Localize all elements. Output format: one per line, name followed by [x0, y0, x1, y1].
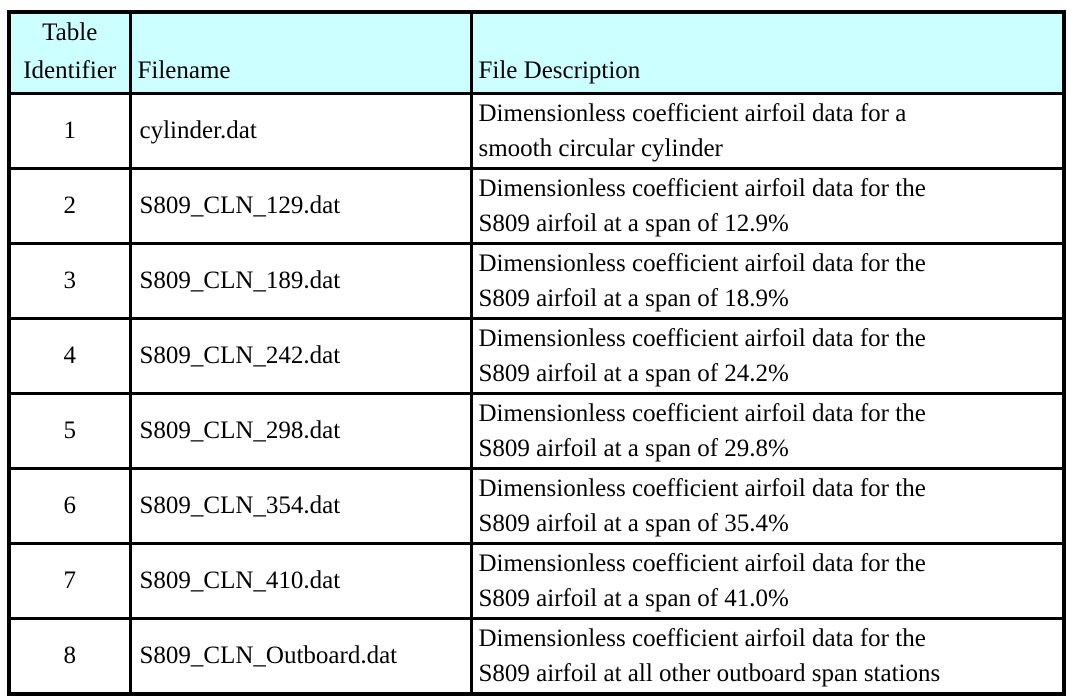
- file-description-line2: S809 airfoil at a span of 29.8%: [478, 435, 789, 462]
- table-row: [9, 619, 1064, 695]
- cell-file-description: [471, 619, 1064, 695]
- cell-table-identifier: [9, 94, 130, 169]
- cell-filename: [130, 319, 471, 394]
- cell-filename: [130, 619, 471, 695]
- cell-table-identifier: [9, 319, 130, 394]
- cell-filename: [130, 94, 471, 169]
- table-row: [9, 94, 1064, 169]
- table-identifier-value: 1: [63, 117, 76, 144]
- cell-table-identifier: [9, 394, 130, 469]
- cell-table-identifier: [9, 169, 130, 244]
- table-identifier-value: 2: [63, 192, 76, 219]
- table-identifier-value: 4: [63, 342, 76, 369]
- filename-value: S809_CLN_298.dat: [139, 417, 341, 444]
- cell-filename: [130, 544, 471, 619]
- file-description-line1: Dimensionless coefficient airfoil data for a: [478, 100, 907, 127]
- filename-value: S809_CLN_410.dat: [139, 567, 341, 594]
- file-description-line2: S809 airfoil at a span of 41.0%: [478, 585, 789, 612]
- cell-table-identifier: [9, 619, 130, 695]
- table-row: [9, 544, 1064, 619]
- table-row: [9, 394, 1064, 469]
- cell-filename: [130, 169, 471, 244]
- table-row: [9, 319, 1064, 394]
- cell-file-description: [471, 94, 1064, 169]
- cell-filename: [130, 244, 471, 319]
- table-identifier-value: 5: [63, 417, 76, 444]
- cell-table-identifier: [9, 244, 130, 319]
- filename-value: S809_CLN_189.dat: [139, 267, 341, 294]
- file-description-line2: S809 airfoil at all other outboard span stations: [478, 660, 941, 687]
- file-description-line1: Dimensionless coefficient airfoil data for the: [478, 475, 926, 502]
- table-identifier-value: 8: [63, 642, 76, 669]
- file-description-line1: Dimensionless coefficient airfoil data for the: [478, 175, 926, 202]
- cell-file-description: [471, 244, 1064, 319]
- table-row: [9, 169, 1064, 244]
- table-identifier-value: 3: [63, 267, 76, 294]
- cell-table-identifier: [9, 469, 130, 544]
- cell-filename: [130, 469, 471, 544]
- filename-value: cylinder.dat: [139, 117, 257, 144]
- file-description-line1: Dimensionless coefficient airfoil data for the: [478, 625, 926, 652]
- file-description-line1: Dimensionless coefficient airfoil data for the: [478, 400, 926, 427]
- table-row: [9, 244, 1064, 319]
- filename-value: S809_CLN_Outboard.dat: [139, 642, 398, 669]
- file-description-line2: S809 airfoil at a span of 18.9%: [478, 285, 789, 312]
- filename-value: S809_CLN_129.dat: [139, 192, 341, 219]
- column-header-file-description: File Description: [471, 12, 1064, 94]
- cell-file-description: [471, 544, 1064, 619]
- table-header: [9, 12, 1064, 94]
- cell-file-description: [471, 169, 1064, 244]
- file-description-line2: smooth circular cylinder: [478, 135, 723, 162]
- file-description-line2: S809 airfoil at a span of 12.9%: [478, 210, 789, 237]
- cell-file-description: [471, 469, 1064, 544]
- table-header-row: [9, 12, 1064, 94]
- file-description-line2: S809 airfoil at a span of 24.2%: [478, 360, 789, 387]
- column-header-table-identifier: Table Identifier: [9, 12, 130, 94]
- file-description-line1: Dimensionless coefficient airfoil data for the: [478, 550, 926, 577]
- file-description-line1: Dimensionless coefficient airfoil data for the: [478, 250, 926, 277]
- filename-value: S809_CLN_354.dat: [139, 492, 341, 519]
- cell-filename: [130, 394, 471, 469]
- table-body: [9, 94, 1064, 695]
- filename-value: S809_CLN_242.dat: [139, 342, 341, 369]
- column-header-filename: Filename: [130, 12, 471, 94]
- cell-table-identifier: [9, 544, 130, 619]
- table-identifier-value: 6: [63, 492, 76, 519]
- table-identifier-value: 7: [63, 567, 76, 594]
- file-description-line2: S809 airfoil at a span of 35.4%: [478, 510, 789, 537]
- file-description-line1: Dimensionless coefficient airfoil data for the: [478, 325, 926, 352]
- cell-file-description: [471, 394, 1064, 469]
- airfoil-files-table: [7, 10, 1066, 696]
- cell-file-description: [471, 319, 1064, 394]
- table-row: [9, 469, 1064, 544]
